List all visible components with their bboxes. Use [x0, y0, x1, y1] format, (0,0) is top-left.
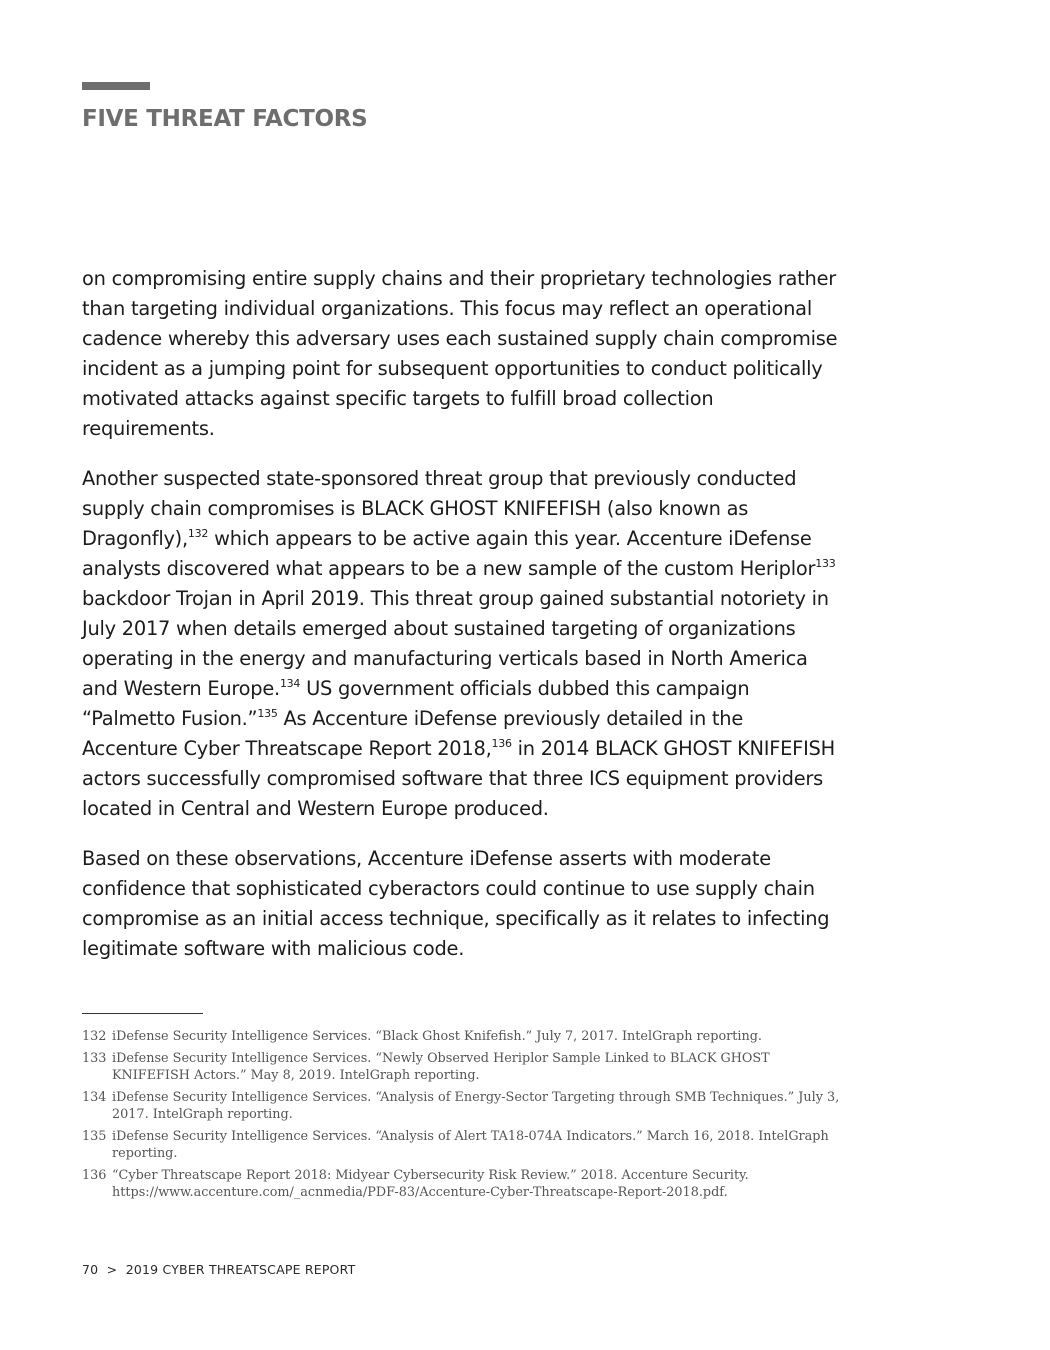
paragraph-3: Based on these observations, Accenture iDefense asserts with moderate confidence that sophisticated cyberactors could continue to use supply chain compromise as an initial access technique, specifically as it relates to infecting legitimate software with malicious code. — [82, 847, 830, 960]
footnote-ref-136: 136 — [491, 737, 512, 750]
p2-text-6: in 2014 BLACK GHOST KNIFEFISH actors successfully compromised software that three ICS equipment providers located in Central and Western Europe produced. — [82, 737, 835, 820]
footnote-text: iDefense Security Intelligence Services. “Analysis of Alert TA18-074A Indicators.” March 16, 2018. IntelGraph reporting. — [112, 1129, 829, 1161]
report-title: 2019 CYBER THREATSCAPE REPORT — [125, 1262, 356, 1277]
paragraph-1: on compromising entire supply chains and their proprietary technologies rather than targeting individual organizations. This focus may reflect an operational cadence whereby this adversary uses each sustained supply chain compromise incident as a jumping point for subsequent opportunities to conduct politically motivated attacks against specific targets to fulfill broad collection requirements. — [82, 267, 838, 440]
footnote-text: iDefense Security Intelligence Services. “Analysis of Energy-Sector Targeting through SMB Techniques.” July 3, 2017. IntelGraph reporting. — [112, 1090, 840, 1122]
footnote-number: 133 — [82, 1051, 107, 1066]
footnote-133 — [82, 1050, 842, 1084]
footnote-number: 136 — [82, 1168, 107, 1183]
footnote-134 — [82, 1089, 842, 1123]
body-text — [82, 264, 842, 984]
footnote-text: iDefense Security Intelligence Services. “Newly Observed Heriplor Sample Linked to BLACK GHOST KNIFEFISH Actors.” May 8, 2019. IntelGraph reporting. — [112, 1051, 770, 1083]
footnote-ref-132: 132 — [187, 527, 209, 540]
footnote-132 — [82, 1028, 842, 1045]
p2-text-2: which appears to be active again this year. Accenture iDefense analysts discovered what appears to be a new sample of the custom Heriplor — [82, 527, 816, 580]
footnote-ref-135: 135 — [257, 707, 278, 720]
paragraph-2 — [82, 464, 842, 824]
footnotes — [82, 1028, 842, 1206]
p2-text-5: As Accenture iDefense previously detailed in the Accenture Cyber Threatscape Report 2018, — [82, 707, 744, 760]
footnote-number: 134 — [82, 1090, 107, 1105]
footnote-135 — [82, 1128, 842, 1162]
footer-separator: > — [106, 1262, 118, 1277]
section-title: FIVE THREAT FACTORS — [82, 106, 368, 132]
page-number: 70 — [82, 1262, 99, 1277]
footnote-number: 135 — [82, 1129, 107, 1144]
footnote-divider — [82, 1013, 203, 1014]
footnote-136 — [82, 1167, 842, 1201]
footnote-text: “Cyber Threatscape Report 2018: Midyear Cybersecurity Risk Review.” 2018. Accenture Security. https://www.accenture.com/_acnmedia/PDF-83/Accenture-Cyber-Threatscape-Report-2018.pdf. — [112, 1168, 749, 1200]
footnote-number: 132 — [82, 1029, 107, 1044]
p2-text-3: backdoor Trojan in April 2019. This threat group gained substantial notoriety in July 2017 when details emerged about sustained targeting of organizations operating in the energy and manufacturing verticals based in North America and Western Europe. — [82, 587, 829, 700]
footnote-ref-134: 134 — [279, 677, 301, 690]
section-accent-bar — [82, 82, 150, 90]
page-footer — [82, 1262, 355, 1277]
p2-text-4: US government officials dubbed this campaign “Palmetto Fusion.” — [82, 677, 750, 730]
p2-text-1: Another suspected state-sponsored threat group that previously conducted supply chain compromises is BLACK GHOST KNIFEFISH (also known as Dragonfly), — [82, 467, 797, 550]
footnote-ref-133: 133 — [815, 557, 836, 570]
footnote-text: iDefense Security Intelligence Services. “Black Ghost Knifefish.” July 7, 2017. IntelGraph reporting. — [112, 1029, 762, 1044]
